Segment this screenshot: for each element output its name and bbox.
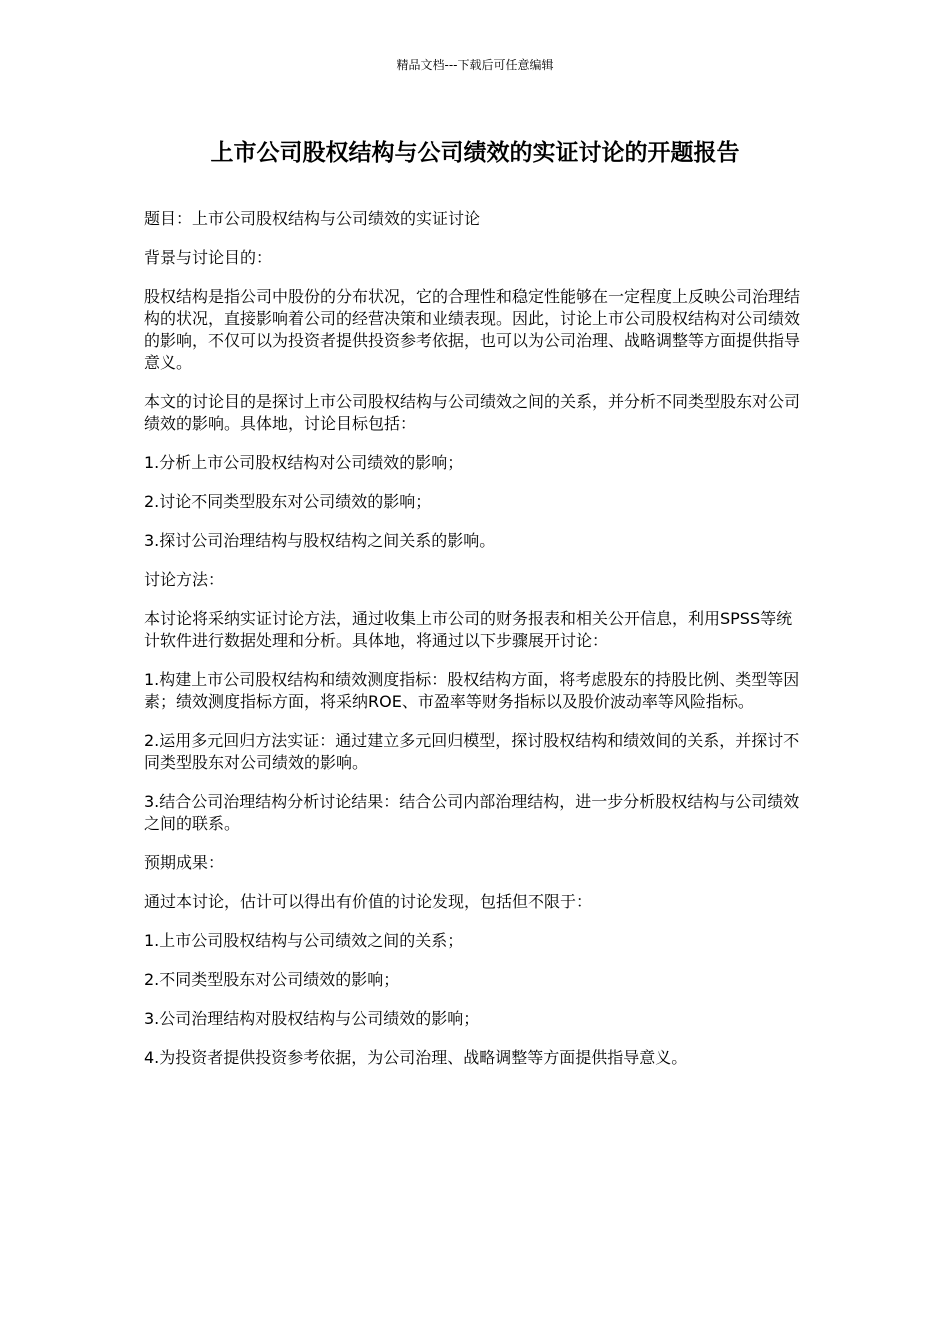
header-note: 精品文档---下载后可任意编辑 — [396, 58, 554, 72]
topic-line: 题目：上市公司股权结构与公司绩效的实证讨论 — [144, 209, 481, 228]
objective-item-3: 3.探讨公司治理结构与股权结构之间关系的影响。 — [144, 531, 496, 550]
document-body — [144, 208, 806, 1086]
method-step-2: 2.运用多元回归方法实证：通过建立多元回归模型，探讨股权结构和绩效间的关系，并探讨不同类型股东对公司绩效的影响。 — [144, 731, 800, 772]
objective-item-1: 1.分析上市公司股权结构对公司绩效的影响； — [144, 453, 464, 472]
document-title: 上市公司股权结构与公司绩效的实证讨论的开题报告 — [210, 140, 740, 166]
method-step-3: 3.结合公司治理结构分析讨论结果：结合公司内部治理结构，进一步分析股权结构与公司绩效之间的联系。 — [144, 792, 800, 833]
result-item-1: 1.上市公司股权结构与公司绩效之间的关系； — [144, 931, 464, 950]
section-heading-results: 预期成果： — [144, 853, 225, 872]
results-intro: 通过本讨论，估计可以得出有价值的讨论发现，包括但不限于： — [144, 892, 593, 911]
purpose-paragraph: 本文的讨论目的是探讨上市公司股权结构与公司绩效之间的关系，并分析不同类型股东对公司绩效的影响。具体地，讨论目标包括： — [144, 392, 801, 433]
result-item-4: 4.为投资者提供投资参考依据，为公司治理、战略调整等方面提供指导意义。 — [144, 1048, 688, 1067]
method-step-1: 1.构建上市公司股权结构和绩效测度指标：股权结构方面，将考虑股东的持股比例、类型等因素；绩效测度指标方面，将采纳ROE、市盈率等财务指标以及股价波动率等风险指标。 — [144, 670, 800, 711]
section-heading-background: 背景与讨论目的： — [144, 248, 273, 267]
result-item-3: 3.公司治理结构对股权结构与公司绩效的影响； — [144, 1009, 480, 1028]
section-heading-method: 讨论方法： — [144, 570, 225, 589]
background-paragraph: 股权结构是指公司中股份的分布状况，它的合理性和稳定性能够在一定程度上反映公司治理结构的状况，直接影响着公司的经营决策和业绩表现。因此，讨论上市公司股权结构对公司绩效的影响，不仅可以为投资者提供投资参考依据，也可以为公司治理、战略调整等方面提供指导意义。 — [144, 287, 801, 372]
result-item-2: 2.不同类型股东对公司绩效的影响； — [144, 970, 400, 989]
objective-item-2: 2.讨论不同类型股东对公司绩效的影响； — [144, 492, 432, 511]
method-paragraph: 本讨论将采纳实证讨论方法，通过收集上市公司的财务报表和相关公开信息，利用SPSS等统计软件进行数据处理和分析。具体地，将通过以下步骤展开讨论： — [144, 609, 793, 650]
